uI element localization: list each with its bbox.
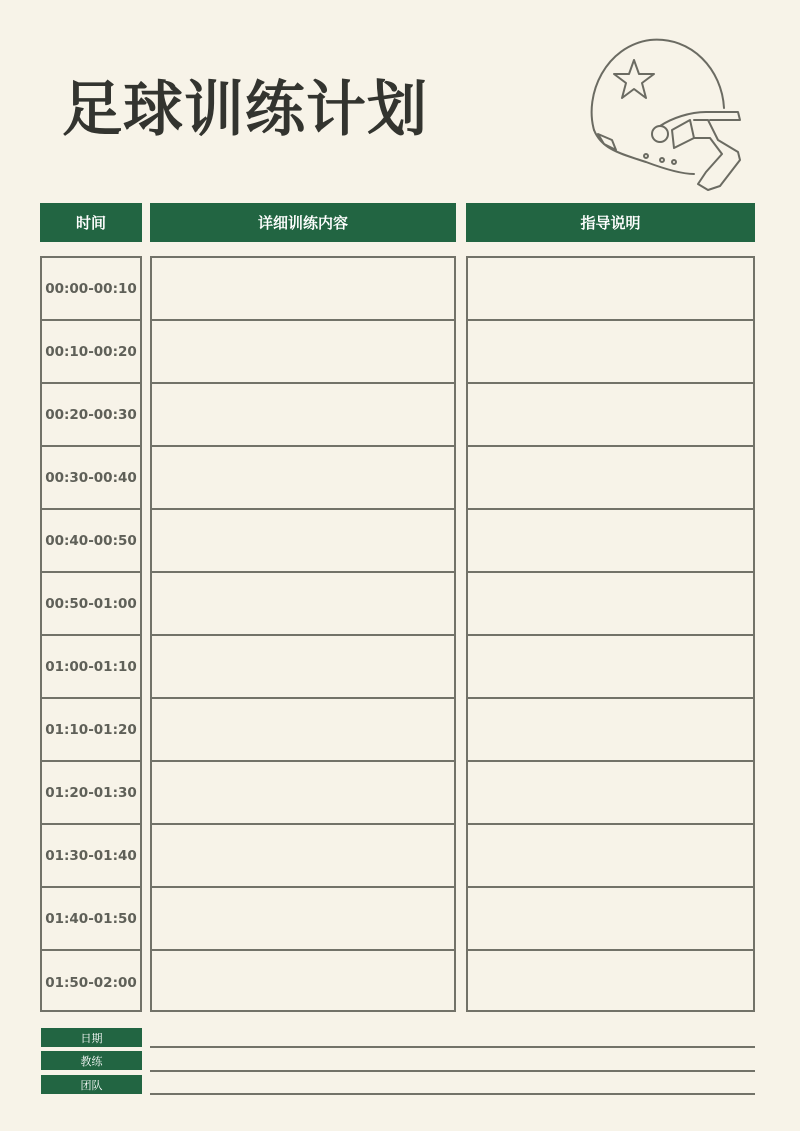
guidance-cell[interactable] (468, 510, 753, 573)
guidance-cell[interactable] (468, 384, 753, 447)
page-title: 足球训练计划 (62, 75, 428, 145)
training-content-cell[interactable] (152, 258, 454, 321)
date-label: 日期 (41, 1028, 142, 1047)
time-slot-cell: 00:00-00:10 (42, 258, 140, 321)
guidance-cell[interactable] (468, 888, 753, 951)
guidance-cell[interactable] (468, 762, 753, 825)
time-slot-cell: 01:40-01:50 (42, 888, 140, 951)
time-slot-cell: 01:10-01:20 (42, 699, 140, 762)
training-content-cell[interactable] (152, 825, 454, 888)
time-slot-cell: 00:30-00:40 (42, 447, 140, 510)
guidance-cell[interactable] (468, 951, 753, 1014)
football-helmet-icon (582, 34, 752, 204)
header-guidance: 指导说明 (466, 203, 755, 242)
coach-line[interactable] (150, 1070, 755, 1072)
guidance-cell[interactable] (468, 573, 753, 636)
time-slot-cell: 01:20-01:30 (42, 762, 140, 825)
guidance-cell[interactable] (468, 636, 753, 699)
training-content-cell[interactable] (152, 573, 454, 636)
coach-label: 教练 (41, 1051, 142, 1070)
star-icon (614, 60, 654, 98)
guidance-cell[interactable] (468, 258, 753, 321)
training-content-cell[interactable] (152, 699, 454, 762)
time-slot-cell: 00:10-00:20 (42, 321, 140, 384)
training-content-cell[interactable] (152, 951, 454, 1014)
guidance-cell[interactable] (468, 825, 753, 888)
header-training-content: 详细训练内容 (150, 203, 456, 242)
guidance-cell[interactable] (468, 321, 753, 384)
guidance-cell[interactable] (468, 699, 753, 762)
training-content-cell[interactable] (152, 510, 454, 573)
training-content-cell[interactable] (152, 447, 454, 510)
training-content-cell[interactable] (152, 888, 454, 951)
guidance-column (466, 256, 755, 1012)
team-line[interactable] (150, 1093, 755, 1095)
time-slot-cell: 01:30-01:40 (42, 825, 140, 888)
guidance-cell[interactable] (468, 447, 753, 510)
time-column (40, 256, 142, 1012)
training-content-cell[interactable] (152, 321, 454, 384)
training-content-cell[interactable] (152, 636, 454, 699)
training-content-cell[interactable] (152, 762, 454, 825)
time-slot-cell: 00:20-00:30 (42, 384, 140, 447)
time-slot-cell: 01:00-01:10 (42, 636, 140, 699)
date-line[interactable] (150, 1046, 755, 1048)
time-slot-cell: 00:50-01:00 (42, 573, 140, 636)
training-content-cell[interactable] (152, 384, 454, 447)
team-label: 团队 (41, 1075, 142, 1094)
time-slot-cell: 00:40-00:50 (42, 510, 140, 573)
content-column (150, 256, 456, 1012)
time-slot-cell: 01:50-02:00 (45, 974, 137, 991)
header-time: 时间 (40, 203, 142, 242)
